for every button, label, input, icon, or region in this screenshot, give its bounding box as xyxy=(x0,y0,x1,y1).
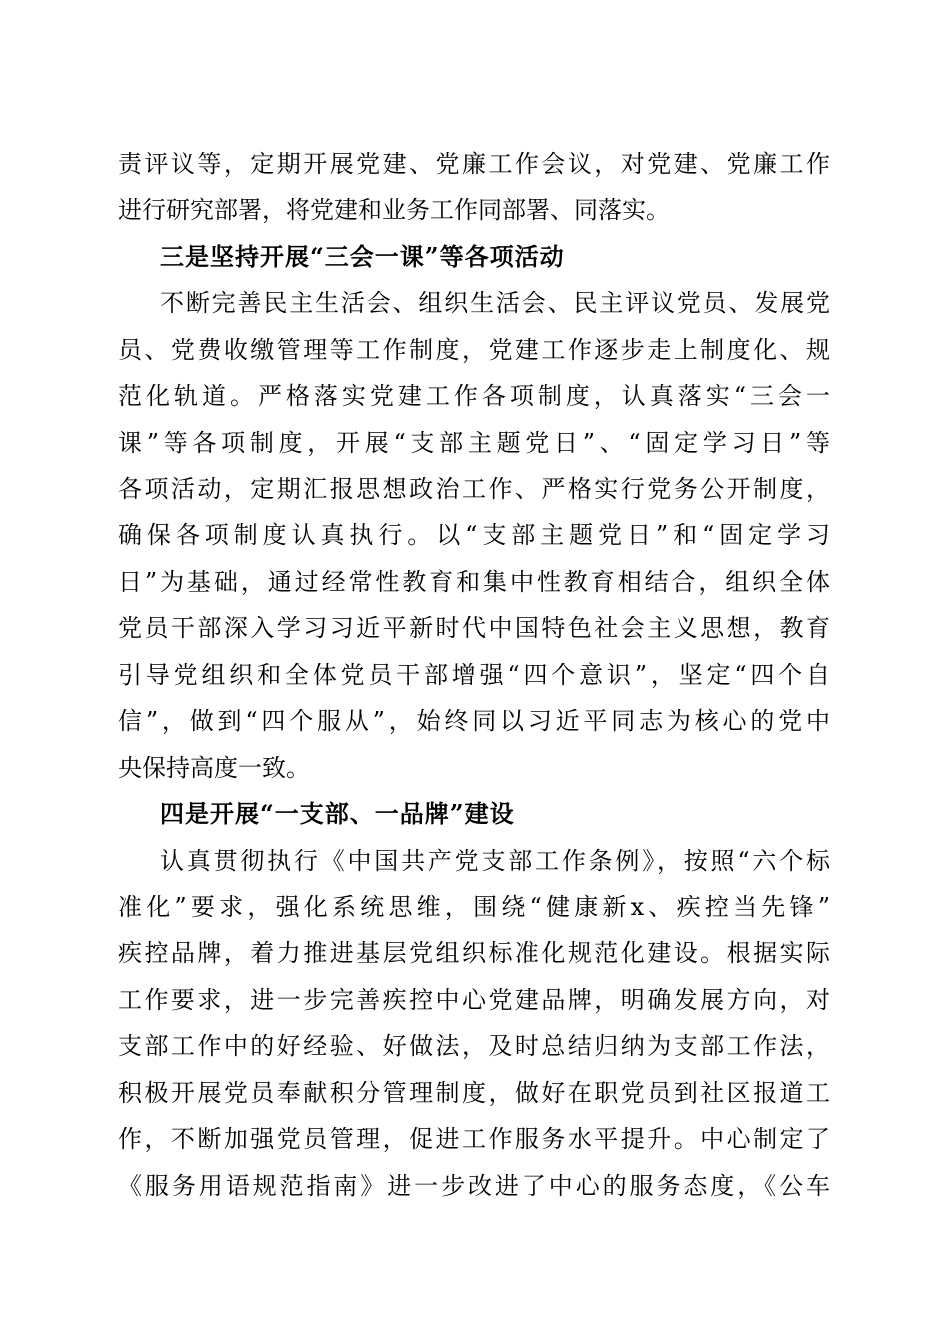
paragraph-line: 工作要求，进一步完善疾控中心党建品牌，明确发展方向，对 xyxy=(118,986,830,1014)
paragraph-line: 进行研究部署，将党建和业务工作同部署、同落实。 xyxy=(118,196,670,224)
paragraph-line: 党员干部深入学习习近平新时代中国特色社会主义思想，教育 xyxy=(118,614,830,642)
paragraph-line: 作，不断加强党员管理，促进工作服务水平提升。中心制定了 xyxy=(118,1125,830,1153)
paragraph-line: 准化”要求，强化系统思维，围绕“健康新x、疾控当先锋” xyxy=(118,893,830,921)
paragraph-line: 信”，做到“四个服从”，始终同以习近平同志为核心的党中 xyxy=(118,707,830,735)
paragraph-line: 各项活动，定期汇报思想政治工作、严格实行党务公开制度， xyxy=(118,475,830,503)
paragraph-line: 央保持高度一致。 xyxy=(118,754,310,782)
paragraph-line: 支部工作中的好经验、好做法，及时总结归纳为支部工作法， xyxy=(118,1032,830,1060)
paragraph-line: 日”为基础，通过经常性教育和集中性教育相结合，组织全体 xyxy=(118,568,830,596)
paragraph-line: 课”等各项制度，开展“支部主题党日”、“固定学习日”等 xyxy=(118,429,830,457)
paragraph-line: 员、党费收缴管理等工作制度，党建工作逐步走上制度化、规 xyxy=(118,336,830,364)
paragraph-line: 认真贯彻执行《中国共产党支部工作条例》，按照“六个标 xyxy=(160,847,830,875)
paragraph-line: 《服务用语规范指南》进一步改进了中心的服务态度，《公车 xyxy=(118,1172,830,1200)
paragraph-line: 疾控品牌，着力推进基层党组织标准化规范化建设。根据实际 xyxy=(118,939,830,967)
section-heading-four: 四是开展“一支部、一品牌”建设 xyxy=(160,799,515,828)
paragraph-line: 积极开展党员奉献积分管理制度，做好在职党员到社区报道工 xyxy=(118,1079,830,1107)
paragraph-line: 责评议等，定期开展党建、党廉工作会议，对党建、党廉工作 xyxy=(118,150,830,178)
section-heading-three: 三是坚持开展“三会一课”等各项活动 xyxy=(160,242,565,271)
paragraph-line: 不断完善民主生活会、组织生活会、民主评议党员、发展党 xyxy=(160,289,830,317)
paragraph-line: 确保各项制度认真执行。以“支部主题党日”和“固定学习 xyxy=(118,521,830,549)
paragraph-line: 引导党组织和全体党员干部增强“四个意识”，坚定“四个自 xyxy=(118,661,830,689)
paragraph-line: 范化轨道。严格落实党建工作各项制度，认真落实“三会一 xyxy=(118,382,830,410)
